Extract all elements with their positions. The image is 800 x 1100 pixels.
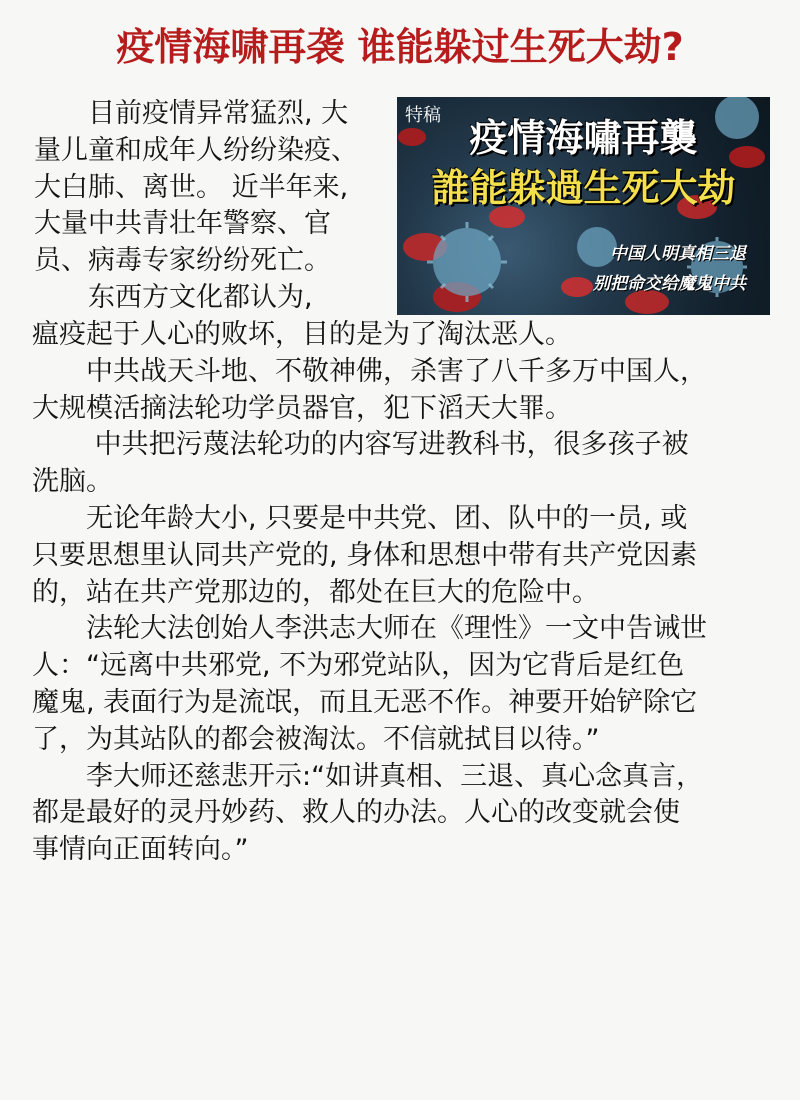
body-line: 大白肺、离世。 近半年来, (34, 171, 349, 203)
body-line: 事情向正面转向。” (32, 834, 249, 866)
body-line: 大规模活摘法轮功学员器官，犯下滔天大罪。 (32, 392, 572, 424)
figure-subline-1: 中国人明真相三退 (610, 244, 746, 264)
body-line: 魔鬼, 表面行为是流氓，而且无恶不作。神要开始铲除它 (32, 686, 698, 718)
body-line: 人：“远离中共邪党, 不为邪党站队，因为它背后是红色 (32, 650, 685, 682)
body-line: 中共战天斗地、不敬神佛，杀害了八千多万中国人， (32, 355, 707, 387)
article-image (397, 97, 770, 315)
figure-headline-1: 疫情海嘯再襲 (469, 116, 698, 160)
body-line: 中共把污蔑法轮功的内容写进教科书，很多孩子被 (32, 429, 689, 461)
body-line: 无论年龄大小, 只要是中共党、团、队中的一员, 或 (32, 502, 688, 534)
body-line: 员、病毒专家纷纷死亡。 (34, 245, 331, 277)
body-line: 了，为其站队的都会被淘汰。不信就拭目以待。” (32, 723, 600, 755)
body-text-full (32, 317, 707, 869)
body-line: 的，站在共产党那边的，都处在巨大的危险中。 (32, 576, 599, 608)
body-text-narrow (34, 96, 358, 317)
body-line: 李大师还慈悲开示:“如讲真相、三退、真心念真言， (32, 760, 704, 792)
body-line: 只要思想里认同共产党的, 身体和思想中带有共产党因素 (32, 539, 698, 571)
body-line: 都是最好的灵丹妙药、救人的办法。人心的改变就会使 (32, 797, 680, 829)
body-line: 东西方文化都认为, (34, 281, 313, 313)
figure-subline-2: 别把命交给魔鬼中共 (593, 274, 746, 294)
body-line: 量儿童和成年人纷纷染疫、 (34, 134, 358, 166)
body-line: 目前疫情异常猛烈, 大 (34, 98, 349, 129)
body-line: 瘟疫起于人心的败坏，目的是为了淘汰恶人。 (32, 319, 572, 350)
figure-headline-2: 誰能躲過生死大劫 (431, 166, 736, 210)
body-line: 法轮大法创始人李洪志大师在《理性》一文中告诫世 (32, 613, 707, 645)
article-title: 疫情海啸再袭 谁能躲过生死大劫? (116, 25, 684, 69)
body-line: 洗脑。 (32, 466, 113, 498)
figure-tag: 特稿 (405, 105, 441, 126)
body-line: 大量中共青壮年警察、官 (34, 208, 331, 240)
